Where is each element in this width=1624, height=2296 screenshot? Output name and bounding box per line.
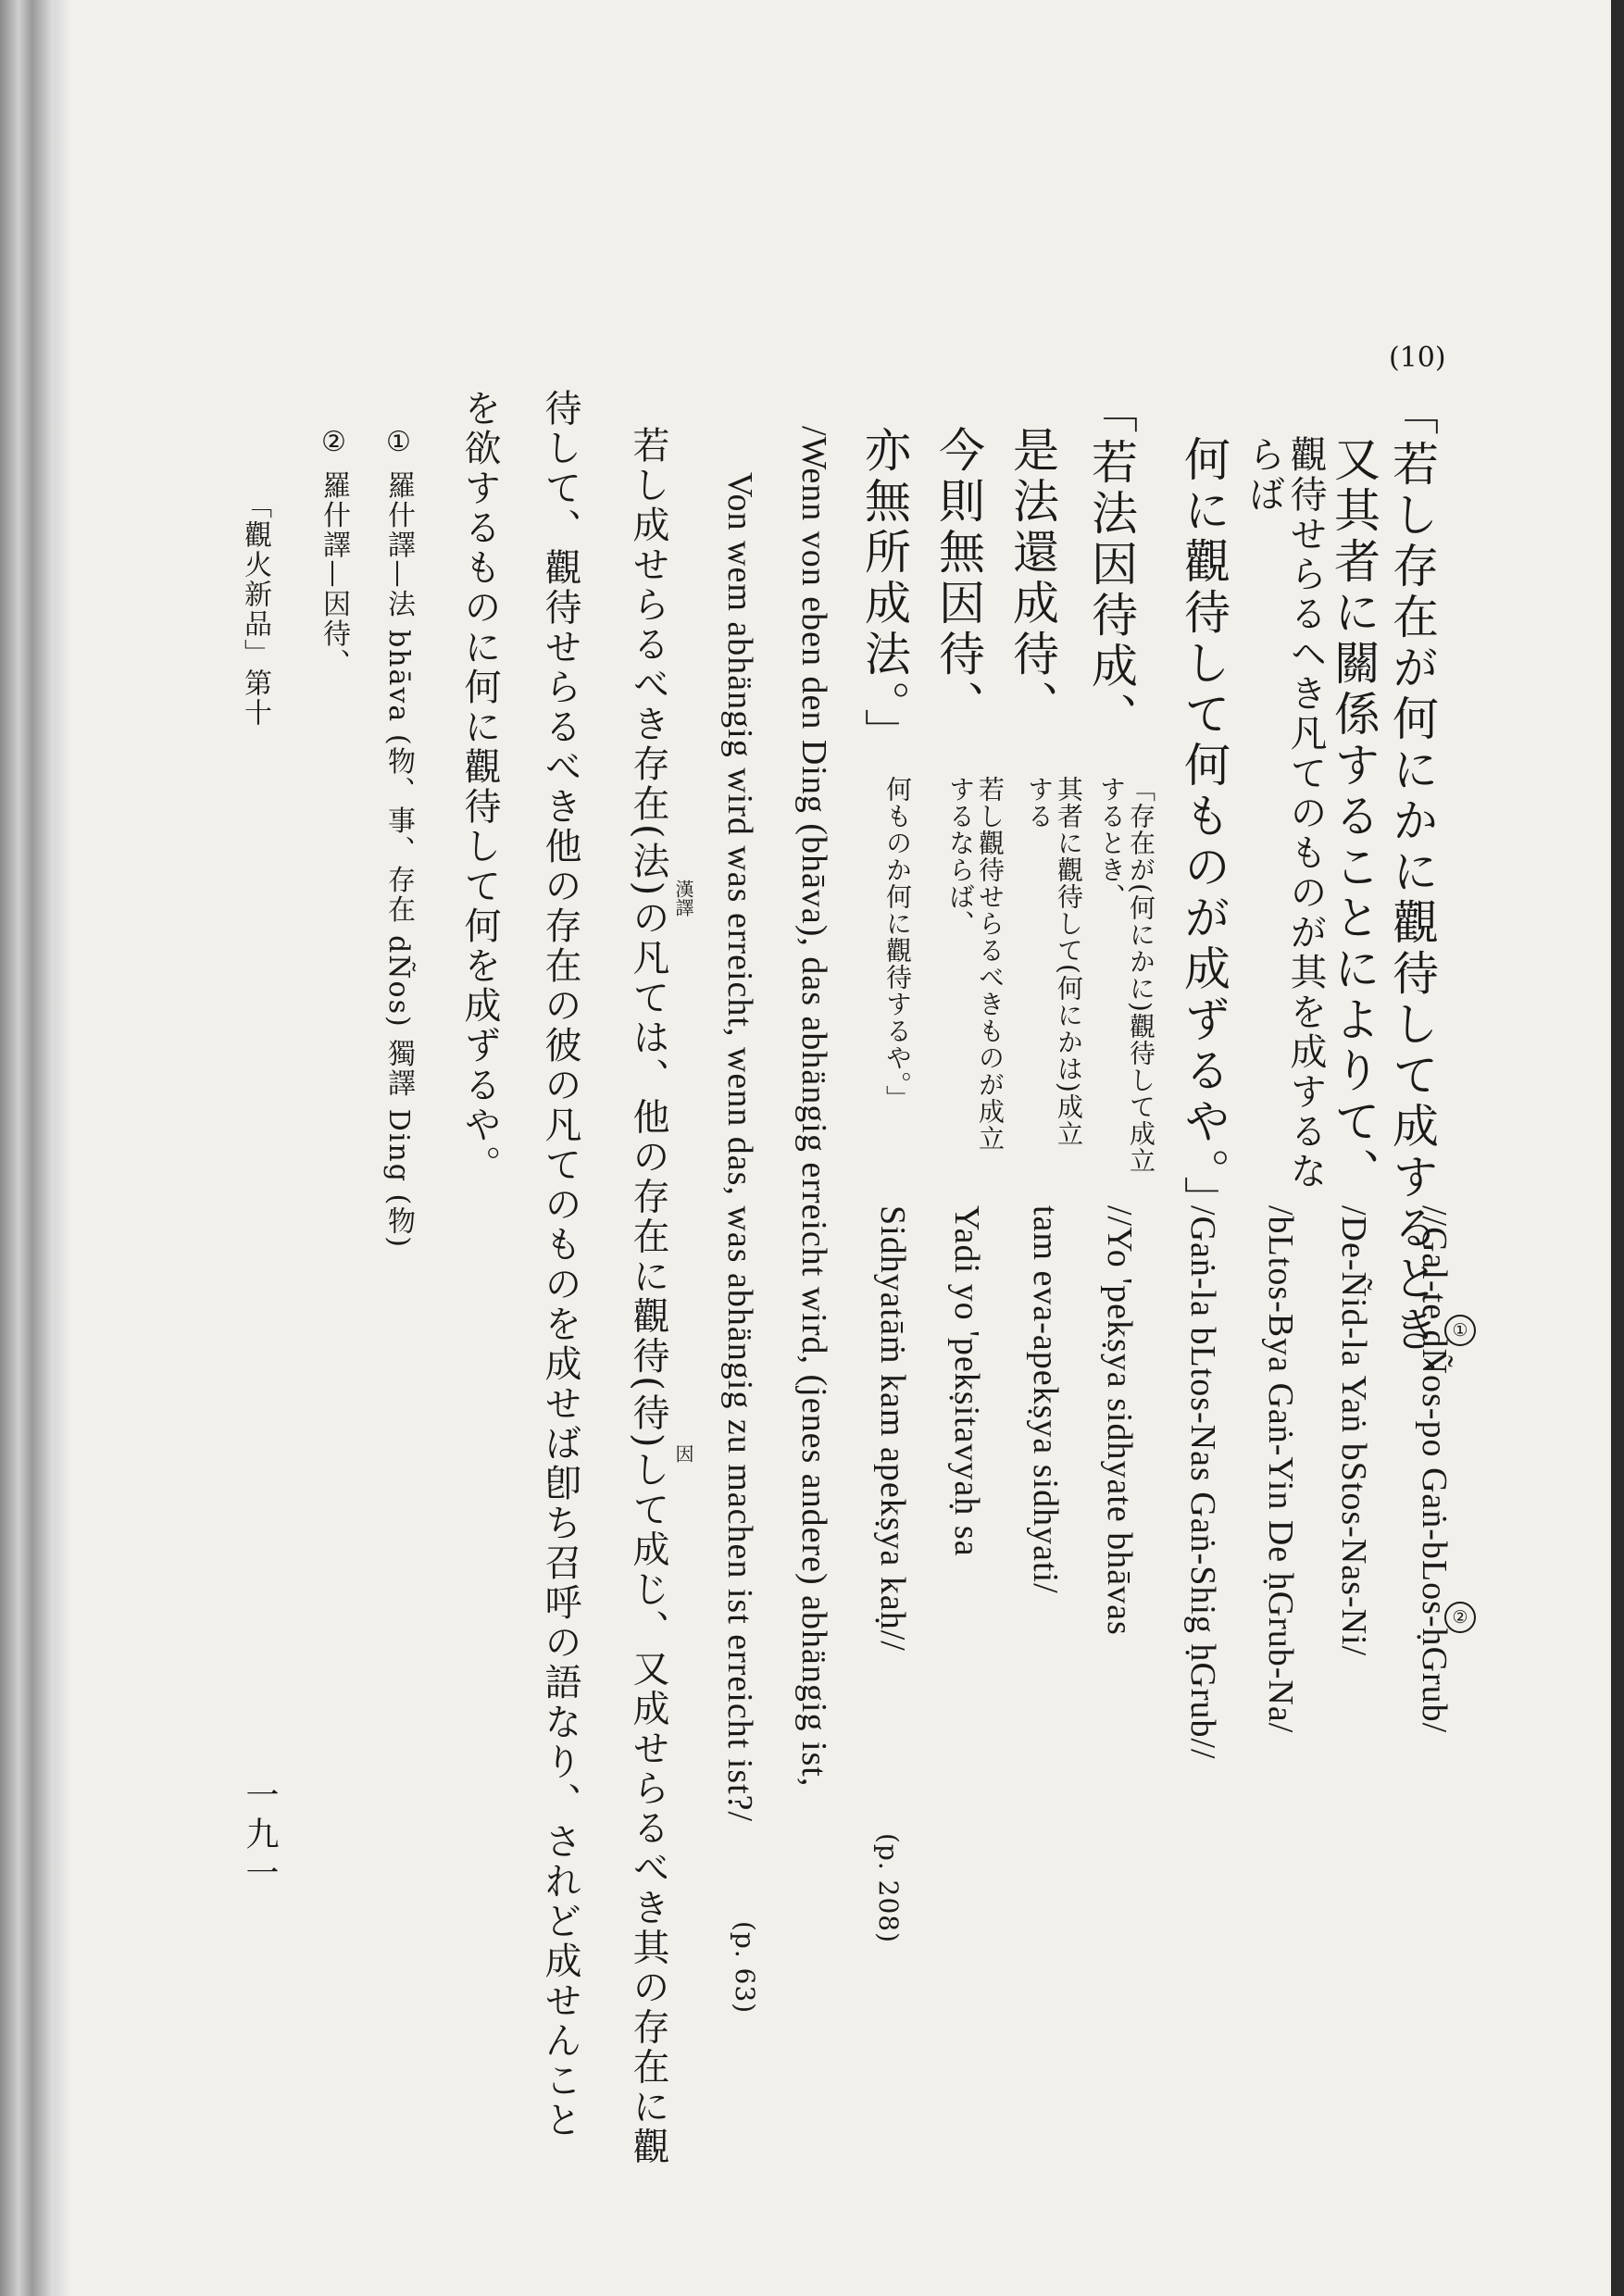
binding-gradient: [54, 0, 70, 2296]
tibetan-line-2: /De-Ñid-la Yaṅ bStos-Nas-Ni/: [1334, 1205, 1373, 1657]
commentary-line-3: を欲するものに何に觀待して何を成ずるや。: [458, 389, 501, 1185]
verse-number: (10): [1389, 342, 1446, 374]
footnote-marker-1: ①: [1444, 1315, 1476, 1346]
commentary-line-2: 待して、觀待せらるべき他の存在の彼の凡てのものを成せば卽ち召呼の語なり、されど成せんこと: [539, 389, 581, 2140]
chinese-note-4: する: [1024, 776, 1055, 830]
footnote-2: ② 羅什譯—因待、: [318, 426, 350, 679]
chinese-note-5: 若し觀待せらるべきものが成立: [975, 776, 1006, 1152]
german-line-1: /Wenn von eben den Ding (bhāva), das abhängig erreicht wird, (jenes andere) abhängig ist,: [794, 426, 833, 1788]
chinese-note-2: するとき、: [1096, 776, 1127, 910]
inline-label-in: 因: [672, 1444, 694, 1463]
page-number: 一九一: [241, 1778, 279, 1894]
footnote-1: ① 羅什譯—法 bhāva (物、事、存在 dÑos) 獨譯 Ding (物): [382, 426, 415, 1249]
chinese-note-1: 「存在が(何にかに)觀待して成立: [1126, 776, 1156, 1174]
main-verse-line-5: 何に觀待して何ものが成ずるや。」: [1177, 435, 1230, 1227]
inline-label-kanyaku: 漢譯: [672, 880, 694, 917]
chinese-verse-line-1: 「若法因待成、: [1084, 387, 1138, 743]
chinese-verse-line-3: 今則無因待、: [931, 426, 985, 731]
running-title: 「觀火新品」第十: [239, 491, 271, 728]
binding-shadow: [0, 0, 54, 2296]
main-verse-line-2: 又其者に關係することによりて、: [1327, 435, 1380, 1199]
page-edge: [1611, 0, 1624, 2296]
sanskrit-line-2: tam eva-apekṣya sidhyati/: [1026, 1205, 1065, 1594]
sanskrit-line-4: Sidhyatāṁ kam apekṣya kaḥ//: [873, 1205, 912, 1652]
commentary-line-1: 若し成せらるべき存在(法)の凡ては、他の存在に觀待(待)して成じ、又成せらるべき其の存在に觀: [627, 426, 669, 2167]
tibetan-line-3: /bLtos-Bya Gaṅ-Yin De ḥGrub-Na/: [1261, 1205, 1300, 1734]
main-verse-line-4: らば: [1243, 435, 1285, 515]
chinese-verse-line-4: 亦無所成法。」: [857, 426, 911, 759]
german-ref: (p. 63): [730, 1921, 760, 2015]
chinese-note-6: するならば、: [945, 776, 976, 937]
tibetan-line-1: //Gal-te dÑos-po Gaṅ-bLos-ḥGrub/: [1415, 1205, 1454, 1734]
main-verse-line-3: 觀待せらるヘき凡てのものが其を成するな: [1284, 435, 1327, 1192]
chinese-note-7: 何ものか何に觀待するや。」: [882, 776, 913, 1112]
tibetan-line-4: /Gaṅ-la bLtos-Nas Gaṅ-Shig ḥGrub//: [1183, 1205, 1222, 1760]
sanskrit-ref: (p. 208): [873, 1833, 904, 1944]
sanskrit-line-3: Yadi yo 'pekṣitavyaḥ sa: [947, 1205, 986, 1557]
chinese-verse-line-2: 是法還成待、: [1006, 426, 1059, 731]
german-line-2: Von wem abhängig wird was erreicht, wenn das, was abhängig zu machen ist erreicht ist?/: [720, 472, 759, 1823]
sanskrit-line-1: //Yo 'pekṣya sidhyate bhāvas: [1100, 1205, 1139, 1636]
main-verse-line-1: 「若し存在が何にかに觀待して成するとき、: [1385, 389, 1439, 1407]
footnote-marker-2: ②: [1444, 1602, 1476, 1633]
chinese-note-3: 其者に觀待して(何にかは)成立: [1054, 776, 1084, 1147]
